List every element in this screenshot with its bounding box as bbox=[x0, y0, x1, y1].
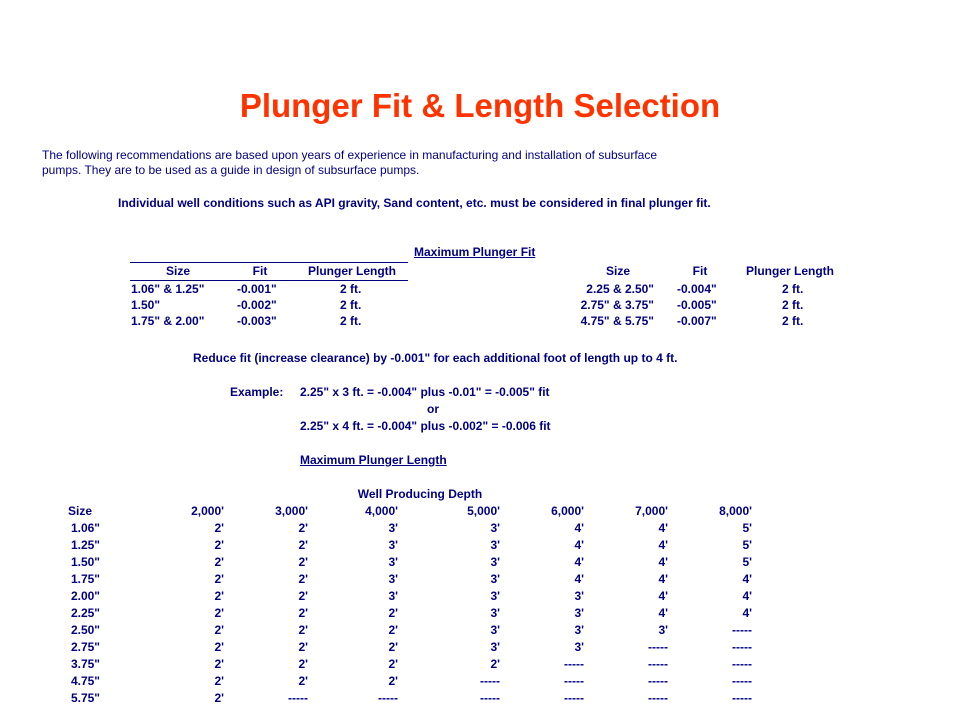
length-cell: 2' bbox=[490, 657, 500, 671]
length-cell: ----- bbox=[732, 623, 752, 637]
length-cell: 5' bbox=[742, 521, 752, 535]
length-cell: 3' bbox=[388, 538, 398, 552]
fit-left-header-fit: Fit bbox=[252, 264, 268, 278]
intro-line-1: The following recommendations are based upon years of experience in manufacturing and installation of subsurface bbox=[42, 148, 658, 162]
length-cell: 3' bbox=[490, 555, 500, 569]
table-row bbox=[60, 537, 752, 554]
fit-right-size: 2.25 & 2.50" bbox=[586, 282, 654, 296]
fit-right-header-size: Size bbox=[605, 264, 630, 278]
length-cell: 4' bbox=[742, 572, 752, 586]
size-cell: 1.50" bbox=[70, 555, 100, 569]
table-row bbox=[60, 605, 752, 622]
length-cell: ----- bbox=[564, 691, 584, 705]
size-cell: 1.06" bbox=[70, 521, 100, 535]
size-cell: 1.75" bbox=[70, 572, 100, 586]
size-cell: 2.50" bbox=[70, 623, 100, 637]
length-cell: ----- bbox=[288, 691, 308, 705]
reduce-note: Reduce fit (increase clearance) by -0.001" for each additional foot of length up to 4 ft. bbox=[193, 351, 678, 365]
example-line-1: 2.25" x 3 ft. = -0.004" plus -0.01" = -0.005" fit bbox=[300, 385, 550, 399]
column-header: 6,000' bbox=[551, 504, 584, 518]
fit-left-header-size: Size bbox=[165, 264, 190, 278]
length-cell: 3' bbox=[490, 606, 500, 620]
length-cell: 2' bbox=[214, 691, 224, 705]
size-cell: 2.75" bbox=[70, 640, 100, 654]
length-cell: 3' bbox=[574, 640, 584, 654]
column-header: 2,000' bbox=[191, 504, 224, 518]
table-row bbox=[60, 639, 752, 656]
length-cell: ----- bbox=[480, 674, 500, 688]
length-cell: 2' bbox=[298, 555, 308, 569]
length-cell: 3' bbox=[658, 623, 668, 637]
fit-left-size: 1.75" & 2.00" bbox=[131, 314, 205, 328]
length-cell: 4' bbox=[658, 606, 668, 620]
length-cell: 2' bbox=[388, 623, 398, 637]
length-cell: 3' bbox=[388, 555, 398, 569]
size-cell: 2.25" bbox=[70, 606, 100, 620]
fit-left-fit: -0.002" bbox=[237, 298, 277, 312]
fit-right-fit: -0.005" bbox=[677, 298, 717, 312]
intro-paragraph bbox=[42, 148, 782, 178]
length-cell: 2' bbox=[298, 640, 308, 654]
length-cell: 4' bbox=[574, 538, 584, 552]
length-cell: 3' bbox=[388, 572, 398, 586]
fit-right-header-fit: Fit bbox=[692, 264, 708, 278]
fit-right-length: 2 ft. bbox=[782, 298, 804, 312]
length-cell: 2' bbox=[214, 521, 224, 535]
column-header: 4,000' bbox=[365, 504, 398, 518]
fit-heading: Maximum Plunger Fit bbox=[414, 245, 536, 259]
length-cell: 4' bbox=[658, 589, 668, 603]
length-cell: ----- bbox=[648, 640, 668, 654]
length-cell: 4' bbox=[658, 521, 668, 535]
length-cell: 3' bbox=[490, 572, 500, 586]
length-heading: Maximum Plunger Length bbox=[300, 453, 447, 467]
fit-right-length: 2 ft. bbox=[782, 314, 804, 328]
length-cell: 2' bbox=[298, 521, 308, 535]
length-cell: ----- bbox=[378, 691, 398, 705]
length-cell: 3' bbox=[388, 589, 398, 603]
table-row bbox=[60, 571, 752, 588]
size-cell: 4.75" bbox=[70, 674, 100, 688]
length-cell: 2' bbox=[214, 589, 224, 603]
length-subheading: Well Producing Depth bbox=[357, 487, 483, 501]
length-cell: 3' bbox=[574, 589, 584, 603]
example-or: or bbox=[427, 402, 439, 416]
column-header: 5,000' bbox=[467, 504, 500, 518]
fit-right-length: 2 ft. bbox=[782, 282, 804, 296]
fit-right-fit: -0.007" bbox=[677, 314, 717, 328]
length-cell: 4' bbox=[742, 606, 752, 620]
length-cell: 2' bbox=[214, 538, 224, 552]
table-row bbox=[60, 656, 752, 673]
table-row bbox=[60, 588, 752, 605]
length-cell: 2' bbox=[214, 572, 224, 586]
length-cell: 3' bbox=[574, 606, 584, 620]
length-cell: ----- bbox=[648, 657, 668, 671]
fit-left-length: 2 ft. bbox=[340, 314, 362, 328]
fit-right-header-length: Plunger Length bbox=[746, 264, 834, 278]
length-cell: 2' bbox=[214, 674, 224, 688]
length-cell: 2' bbox=[388, 674, 398, 688]
column-header: 3,000' bbox=[275, 504, 308, 518]
column-header: 7,000' bbox=[635, 504, 668, 518]
size-cell: 2.00" bbox=[70, 589, 100, 603]
length-cell: 3' bbox=[490, 538, 500, 552]
length-cell: 3' bbox=[490, 521, 500, 535]
length-cell: 4' bbox=[742, 589, 752, 603]
fit-left-length: 2 ft. bbox=[340, 298, 362, 312]
length-cell: 3' bbox=[574, 623, 584, 637]
table-row bbox=[60, 673, 752, 690]
example-label: Example: bbox=[230, 385, 284, 399]
length-cell: ----- bbox=[732, 691, 752, 705]
length-cell: 2' bbox=[388, 657, 398, 671]
length-cell: 3' bbox=[490, 623, 500, 637]
length-cell: ----- bbox=[732, 640, 752, 654]
column-header: Size bbox=[67, 504, 92, 518]
intro-line-2: pumps. They are to be used as a guide in design of subsurface pumps. bbox=[42, 163, 420, 177]
length-cell: 3' bbox=[490, 589, 500, 603]
example-line-2: 2.25" x 4 ft. = -0.004" plus -0.002" = -0.006 fit bbox=[300, 419, 551, 433]
length-cell: 2' bbox=[298, 674, 308, 688]
table-row bbox=[60, 520, 752, 537]
length-cell: 2' bbox=[214, 555, 224, 569]
length-cell: 2' bbox=[298, 623, 308, 637]
length-cell: ----- bbox=[648, 674, 668, 688]
length-cell: 2' bbox=[298, 657, 308, 671]
length-cell: 2' bbox=[214, 640, 224, 654]
length-cell: 4' bbox=[574, 521, 584, 535]
length-cell: 2' bbox=[298, 606, 308, 620]
length-cell: ----- bbox=[732, 674, 752, 688]
fit-left-fit: -0.003" bbox=[237, 314, 277, 328]
length-cell: ----- bbox=[732, 657, 752, 671]
fit-left-length: 2 ft. bbox=[340, 282, 362, 296]
length-cell: 3' bbox=[388, 521, 398, 535]
length-cell: 4' bbox=[574, 555, 584, 569]
length-cell: 5' bbox=[742, 538, 752, 552]
length-cell: 2' bbox=[214, 623, 224, 637]
fit-left-fit: -0.001" bbox=[237, 282, 277, 296]
length-cell: 4' bbox=[658, 555, 668, 569]
length-cell: ----- bbox=[480, 691, 500, 705]
length-cell: 4' bbox=[658, 572, 668, 586]
length-cell: 2' bbox=[298, 538, 308, 552]
length-cell: 2' bbox=[298, 589, 308, 603]
length-cell: 2' bbox=[388, 606, 398, 620]
size-cell: 5.75" bbox=[70, 691, 100, 705]
fit-right-size: 4.75" & 5.75" bbox=[580, 314, 654, 328]
notice-text: Individual well conditions such as API gravity, Sand content, etc. must be considered in final plunger fit. bbox=[118, 196, 711, 210]
table-row bbox=[60, 554, 752, 571]
table-row bbox=[60, 690, 752, 707]
fit-left-header-length: Plunger Length bbox=[308, 264, 396, 278]
length-cell: 2' bbox=[214, 606, 224, 620]
page-title: Plunger Fit & Length Selection bbox=[239, 87, 721, 124]
table-row bbox=[60, 622, 752, 639]
length-cell: 4' bbox=[574, 572, 584, 586]
length-cell: 2' bbox=[214, 657, 224, 671]
table-header-row bbox=[60, 503, 752, 520]
fit-left-size: 1.06" & 1.25" bbox=[131, 282, 205, 296]
fit-right-size: 2.75" & 3.75" bbox=[580, 298, 654, 312]
length-cell: 3' bbox=[490, 640, 500, 654]
plunger-length-table bbox=[60, 503, 752, 707]
length-cell: ----- bbox=[648, 691, 668, 705]
fit-right-fit: -0.004" bbox=[677, 282, 717, 296]
length-cell: 5' bbox=[742, 555, 752, 569]
fit-left-size: 1.50" bbox=[131, 298, 161, 312]
length-cell: ----- bbox=[564, 657, 584, 671]
column-header: 8,000' bbox=[719, 504, 752, 518]
length-cell: ----- bbox=[564, 674, 584, 688]
size-cell: 1.25" bbox=[70, 538, 100, 552]
size-cell: 3.75" bbox=[70, 657, 100, 671]
length-cell: 4' bbox=[658, 538, 668, 552]
length-cell: 2' bbox=[298, 572, 308, 586]
length-cell: 2' bbox=[388, 640, 398, 654]
